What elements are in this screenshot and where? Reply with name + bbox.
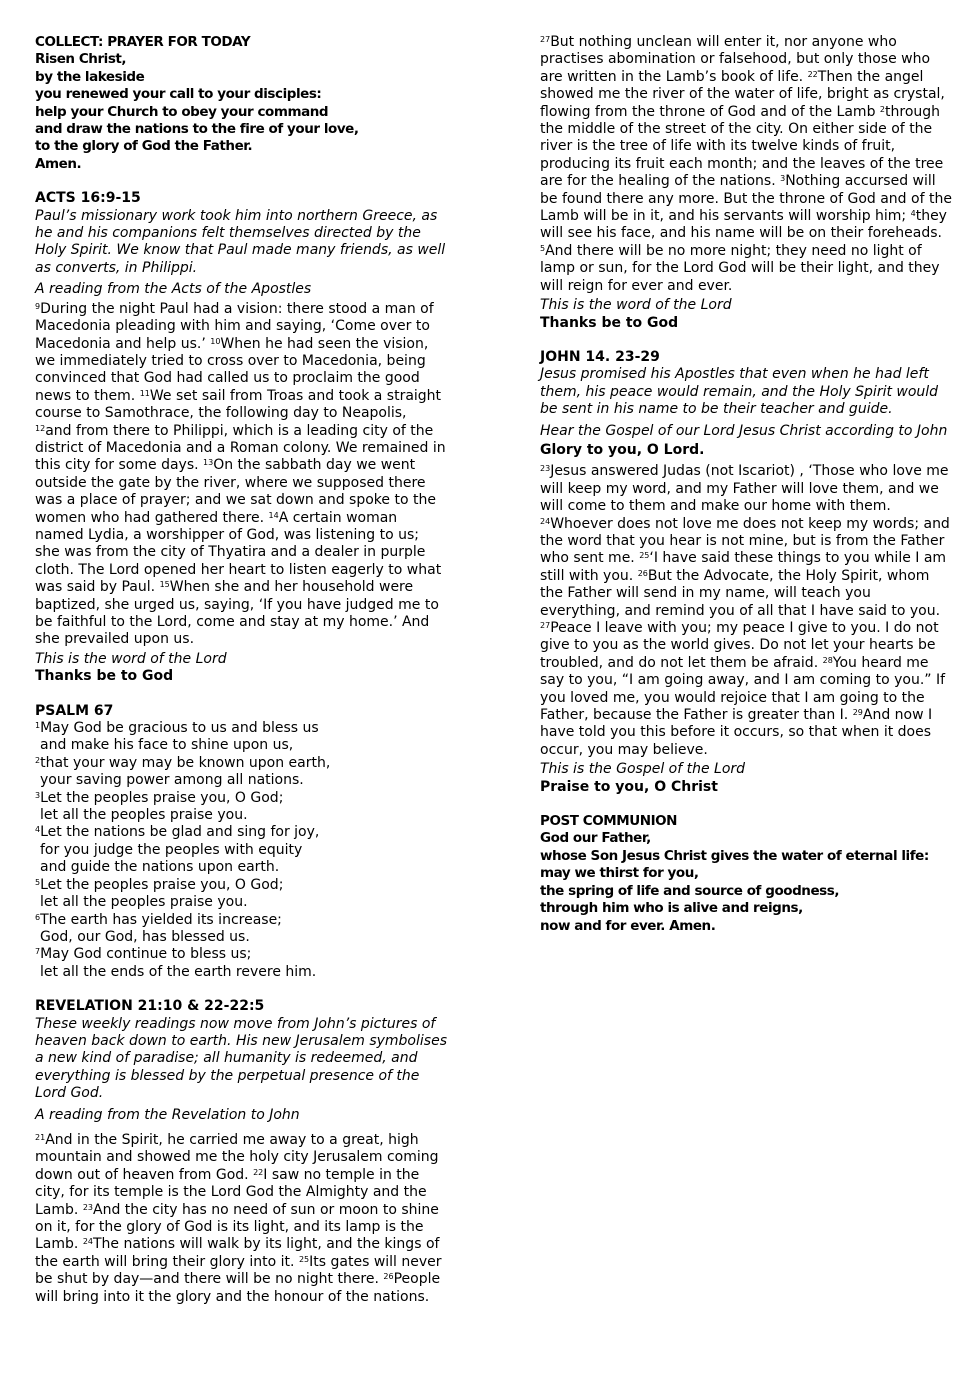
verse-text: When he had seen the vision, we immediately tried to cross over to Macedonia, being convinced that God had called us to proclaim the good news to them. <box>35 335 429 404</box>
psalm-line-text: and make his face to shine upon us, <box>40 737 294 754</box>
verse-number: 28 <box>822 655 833 665</box>
revelation-heading: REVELATION 21:10 & 22-22:5 <box>35 998 265 1015</box>
verse-text: And the city has no need of sun or moon to shine on it, for the glory of God is its light, and its lamp is the Lamb. <box>35 1201 439 1253</box>
verse-number: 9 <box>35 301 41 311</box>
john-response-call: This is the Gospel of the Lord <box>540 761 746 778</box>
psalm-line <box>35 894 447 911</box>
verse-number: 23 <box>82 1202 93 1212</box>
revelation-reading-text-part2 <box>540 34 952 295</box>
prayer-line: you renewed your call to your disciples: <box>35 86 322 103</box>
prayer-line: and draw the nations to the fire of your love, <box>35 121 359 138</box>
verse-text: A certain woman named Lydia, a worshipper of God, was listening to us; she was from the city of Thyatira and a dealer in purple cloth. The Lord opened her heart to listen eagerly to what was said by Paul. <box>35 509 442 596</box>
revelation-response-call: This is the word of the Lord <box>540 297 732 314</box>
john-section <box>540 349 952 796</box>
verse-number: 26 <box>383 1272 394 1282</box>
verse-text: Then the angel showed me the river of the water of life, bright as crystal, flowing from the throne of God and of the Lamb <box>540 68 945 120</box>
verse-number: 22 <box>807 69 818 79</box>
psalm-line <box>35 877 447 894</box>
verse-number: 25 <box>639 551 650 561</box>
psalm-line <box>35 912 447 929</box>
psalm-line <box>35 737 447 754</box>
revelation-continued <box>540 34 952 332</box>
revelation-reading-from: A reading from the Revelation to John <box>35 1106 300 1123</box>
prayer-line: to the glory of God the Father. <box>35 138 253 155</box>
prayer-line: whose Son Jesus Christ gives the water of eternal life: <box>540 847 929 864</box>
verse-number: 1 <box>35 721 41 731</box>
verse-text: Peace I leave with you; my peace I give to you. I do not give to you as the world gives. Do not let your hearts be troubled, and do not let them be afraid. <box>540 620 939 671</box>
verse-text: We set sail from Troas and took a straight course to Samothrace, the following day to Neapolis, <box>35 387 442 422</box>
psalm-line <box>35 929 447 946</box>
psalm-line <box>35 772 447 789</box>
prayer-line: Risen Christ, <box>35 51 127 68</box>
verse-text: People will bring into it the glory and the honour of the nations. <box>35 1271 441 1305</box>
prayer-line: God our Father, <box>540 830 651 847</box>
john-reading-from: Hear the Gospel of our Lord Jesus Christ according to John <box>540 422 948 439</box>
acts-response-call: This is the word of the Lord <box>35 650 227 667</box>
prayer-line: Amen. <box>35 155 82 172</box>
psalm-line-text: let all the peoples praise you. <box>40 894 248 911</box>
verse-number: 4 <box>910 209 916 219</box>
verse-number: 4 <box>35 825 41 835</box>
psalm-text <box>35 720 447 981</box>
revelation-intro: These weekly readings now move from John’s pictures of heaven back down to earth. His new Jerusalem symbolises a new kind of paradise; all humanity is redeemed, and everything is blessed by the perpetual presence of the Lord God. <box>35 1015 447 1102</box>
prayer-line: may we thirst for you, <box>540 865 699 882</box>
collect-heading: COLLECT: PRAYER FOR TODAY <box>35 34 251 50</box>
psalm-line-text: May God be gracious to us and bless us <box>40 720 319 737</box>
verse-number: 7 <box>35 947 41 957</box>
revelation-section <box>35 998 447 1306</box>
verse-number: 27 <box>540 621 551 630</box>
psalm-line-text: that your way may be known upon earth, <box>40 754 331 771</box>
verse-number: 3 <box>780 174 786 184</box>
acts-reading-from: A reading from the Acts of the Apostles <box>35 281 312 298</box>
verse-number: 25 <box>298 1254 310 1264</box>
psalm-line-text: let all the peoples praise you. <box>40 807 248 824</box>
verse-text: Whoever does not love me does not keep my words; and the word that you hear is not mine, but is from the Father who sent me. <box>540 515 950 567</box>
verse-number: 3 <box>35 790 41 800</box>
verse-number: 24 <box>540 516 551 526</box>
prayer-line: now and for ever. Amen. <box>540 917 716 934</box>
verse-text: But the Advocate, the Holy Spirit, whom the Father will send in my name, will teach you everything, and remind you of all that I have said to you. <box>540 567 941 619</box>
verse-text: And now I have told you this before it occurs, so that when it does occur, you may believe. <box>540 707 933 758</box>
psalm-line <box>35 824 447 841</box>
prayer-line: the spring of life and source of goodness, <box>540 882 840 899</box>
psalm-line-text: God, our God, has blessed us. <box>40 928 250 945</box>
verse-text: But nothing unclean will enter it, nor anyone who practises abomination or falsehood, but only those who are written in the Lamb’s book of life. <box>540 34 931 85</box>
post-communion-heading: POST COMMUNION <box>540 813 678 830</box>
psalm-line-text: Let the peoples praise you, O God; <box>40 789 284 806</box>
verse-number: 2 <box>35 755 41 765</box>
post-communion-prayer <box>540 830 952 934</box>
psalm-line <box>35 807 447 824</box>
verse-text: When she and her household were baptized, she urged us, saying, ‘If you have judged me to be faithful to the Lord, come and stay at my home.’ And she prevailed upon us. <box>35 579 439 648</box>
verse-text: ‘I have said these things to you while I am still with you. <box>540 550 947 584</box>
post-communion-section <box>540 813 952 935</box>
verse-number: 13 <box>203 458 214 468</box>
psalm-line <box>35 964 447 981</box>
john-reading-text <box>540 463 952 759</box>
verse-text: And in the Spirit, he carried me away to a great, high mountain and showed me the holy city Jerusalem coming down out of heaven from God. <box>35 1131 439 1183</box>
psalm-line-text: May God continue to bless us; <box>40 946 252 963</box>
psalm-line-text: Let the peoples praise you, O God; <box>40 876 284 893</box>
psalm-line-text: Let the nations be glad and sing for joy, <box>40 824 320 841</box>
john-acclamation: Glory to you, O Lord. <box>540 441 705 458</box>
verse-text: I saw no temple in the city, for its temple is the Lord God the Almighty and the Lamb. <box>35 1166 427 1218</box>
acts-response-answer: Thanks be to God <box>35 668 174 685</box>
verse-text: Nothing accursed will be found there any more. But the throne of God and of the Lamb will be in it, and his servants will worship him; <box>540 173 952 225</box>
psalm-line <box>35 790 447 807</box>
revelation-reading-text-part1 <box>35 1132 447 1306</box>
verse-number: 23 <box>540 464 551 474</box>
acts-section <box>35 190 447 685</box>
verse-number: 11 <box>139 388 150 398</box>
psalm-line <box>35 755 447 772</box>
verse-text: Jesus answered Judas (not Iscariot) , ‘Those who love me will keep my word, and my Father will love them, and we will come to them and make our home with them. <box>540 463 949 515</box>
psalm-heading: PSALM 67 <box>35 702 114 719</box>
psalm-line <box>35 842 447 859</box>
verse-number: 24 <box>82 1237 93 1247</box>
verse-number: 6 <box>35 912 41 922</box>
verse-text: During the night Paul had a vision: there stood a man of Macedonia pleading with him and saying, ‘Come over to Macedonia and help us.’ <box>35 300 434 352</box>
verse-text: and from there to Philippi, which is a leading city of the district of Macedonia and a Roman colony. We remained in this city for some days. <box>35 422 446 474</box>
john-intro: Jesus promised his Apostles that even when he had left them, his peace would remain, and the Holy Spirit would be sent in his name to be their teacher and guide. <box>540 366 939 418</box>
psalm-line-text: let all the ends of the earth revere him. <box>40 963 317 980</box>
prayer-line: through him who is alive and reigns, <box>540 900 803 917</box>
verse-text: And there will be no more night; they need no light of lamp or sun, for the Lord God will be their light, and they will reign for ever and ever. <box>540 242 940 294</box>
psalm-line <box>35 720 447 737</box>
left-column <box>35 34 447 1323</box>
psalm-line <box>35 946 447 963</box>
verse-text: You heard me say to you, “I am going away, and I am coming to you.” If you loved me, you would rejoice that I am going to the Father, because the Father is greater than I. <box>540 654 946 724</box>
acts-heading: ACTS 16:9-15 <box>35 190 141 207</box>
collect-section <box>35 34 447 173</box>
verse-number: 15 <box>159 580 170 590</box>
verse-number: 5 <box>35 877 41 887</box>
verse-text: through the middle of the street of the city. On either side of the river is the tree of life with its twelve kinds of fruit, producing its fruit each month; and the leaves of the tree are for the healing of the nations. <box>540 103 944 190</box>
verse-text: The nations will walk by its light, and the kings of the earth will bring their glory into it. <box>35 1236 440 1270</box>
acts-intro: Paul’s missionary work took him into northern Greece, as he and his companions felt themselves directed by the Holy Spirit. We know that Paul made many friends, as well as converts, in Philippi. <box>35 207 446 276</box>
psalm-section <box>35 703 447 982</box>
verse-number: 22 <box>253 1167 264 1177</box>
john-response-answer: Praise to you, O Christ <box>540 778 718 795</box>
john-heading: JOHN 14. 23-29 <box>540 348 660 365</box>
psalm-line-text: for you judge the peoples with equity <box>40 841 303 858</box>
psalm-line-text: your saving power among all nations. <box>40 772 304 789</box>
verse-number: 12 <box>35 423 46 433</box>
prayer-line: by the lakeside <box>35 68 145 85</box>
verse-text: Its gates will never be shut by day—and there will be no night there. <box>35 1253 442 1288</box>
acts-reading-text <box>35 301 447 649</box>
psalm-line-text: and guide the nations upon earth. <box>40 859 280 876</box>
verse-number: 29 <box>852 708 863 718</box>
verse-number: 27 <box>540 35 551 44</box>
verse-number: 10 <box>210 336 221 346</box>
verse-number: 2 <box>879 104 886 114</box>
prayer-line: help your Church to obey your command <box>35 103 329 120</box>
collect-prayer <box>35 51 447 173</box>
verse-number: 14 <box>268 510 279 520</box>
verse-text: they will see his face, and his name will be on their foreheads. <box>540 208 947 242</box>
revelation-response-answer: Thanks be to God <box>540 314 679 331</box>
verse-text: On the sabbath day we went outside the gate by the river, where we supposed there was a place of prayer; and we sat down and spoke to the women who had gathered there. <box>35 457 436 526</box>
verse-number: 26 <box>637 568 648 578</box>
psalm-line <box>35 859 447 876</box>
verse-number: 21 <box>35 1132 46 1142</box>
psalm-line-text: The earth has yielded its increase; <box>40 911 282 928</box>
right-column <box>540 34 952 952</box>
verse-number: 5 <box>540 243 546 253</box>
